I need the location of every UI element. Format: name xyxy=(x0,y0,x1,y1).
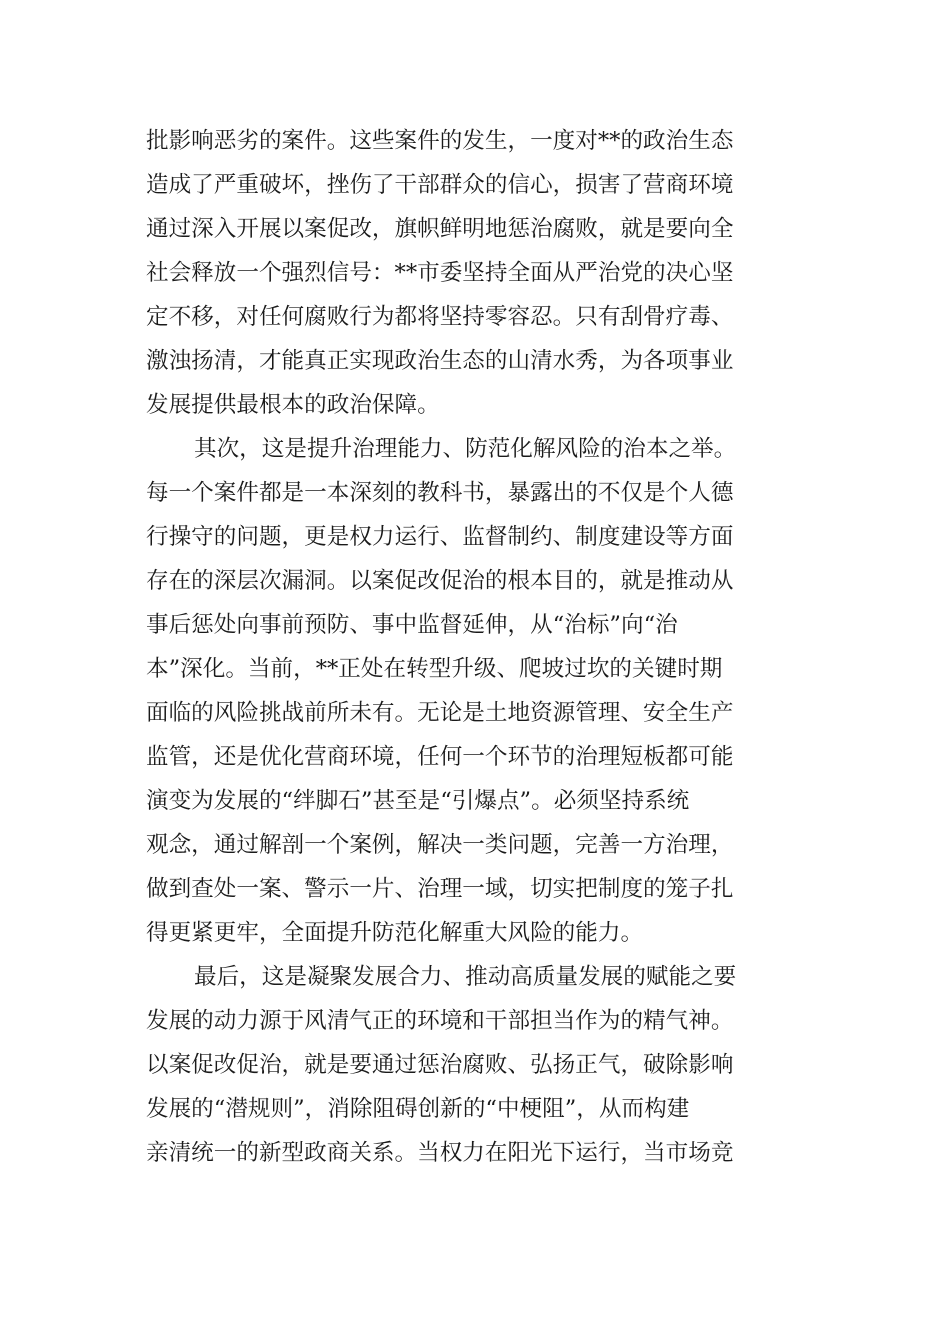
text-line: 发展的“潜规则”，消除阻碍创新的“中梗阻”，从而构建 xyxy=(146,1096,690,1122)
text-line: 以案促改促治，就是要通过惩治腐败、弘扬正气，破除影响 xyxy=(146,1052,734,1078)
text-line: 其次，这是提升治理能力、防范化解风险的治本之举。 xyxy=(194,436,737,462)
text-line: 存在的深层次漏洞。以案促改促治的根本目的，就是推动从 xyxy=(146,568,734,594)
text-line: 本”深化。当前，**正处在转型升级、爬坡过坎的关键时期 xyxy=(146,656,723,682)
text-line: 亲清统一的新型政商关系。当权力在阳光下运行，当市场竞 xyxy=(146,1140,734,1166)
text-line: 批影响恶劣的案件。这些案件的发生，一度对**的政治生态 xyxy=(146,128,734,154)
text-line: 监管，还是优化营商环境，任何一个环节的治理短板都可能 xyxy=(146,744,734,770)
text-line: 发展的动力源于风清气正的环境和干部担当作为的精气神。 xyxy=(146,1008,734,1034)
text-line: 定不移，对任何腐败行为都将坚持零容忍。只有刮骨疗毒、 xyxy=(146,304,734,330)
text-line: 观念，通过解剖一个案例，解决一类问题，完善一方治理， xyxy=(146,832,734,858)
text-line: 造成了严重破坏，挫伤了干部群众的信心，损害了营商环境 xyxy=(146,172,734,198)
text-line: 面临的风险挑战前所未有。无论是土地资源管理、安全生产 xyxy=(146,700,734,726)
text-line: 做到查处一案、警示一片、治理一域，切实把制度的笼子扎 xyxy=(146,876,734,902)
text-line: 演变为发展的“绊脚石”甚至是“引爆点”。必须坚持系统 xyxy=(146,788,690,814)
paragraph-1 xyxy=(146,119,816,427)
text-line: 激浊扬清，才能真正实现政治生态的山清水秀，为各项事业 xyxy=(146,348,734,374)
text-line: 每一个案件都是一本深刻的教科书，暴露出的不仅是个人德 xyxy=(146,480,734,506)
paragraph-3 xyxy=(146,955,816,1175)
paragraph-2 xyxy=(146,427,816,955)
text-line: 通过深入开展以案促改，旗帜鲜明地惩治腐败，就是要向全 xyxy=(146,216,734,242)
text-line: 事后惩处向事前预防、事中监督延伸，从“治标”向“治 xyxy=(146,612,678,638)
text-line: 最后，这是凝聚发展合力、推动高质量发展的赋能之要 xyxy=(194,964,737,990)
text-line: 发展提供最根本的政治保障。 xyxy=(146,392,440,418)
text-line: 社会释放一个强烈信号：**市委坚持全面从严治党的决心坚 xyxy=(146,260,734,286)
text-line: 得更紧更牢，全面提升防范化解重大风险的能力。 xyxy=(146,920,644,946)
body-text xyxy=(146,119,816,1175)
text-line: 行操守的问题，更是权力运行、监督制约、制度建设等方面 xyxy=(146,524,734,550)
